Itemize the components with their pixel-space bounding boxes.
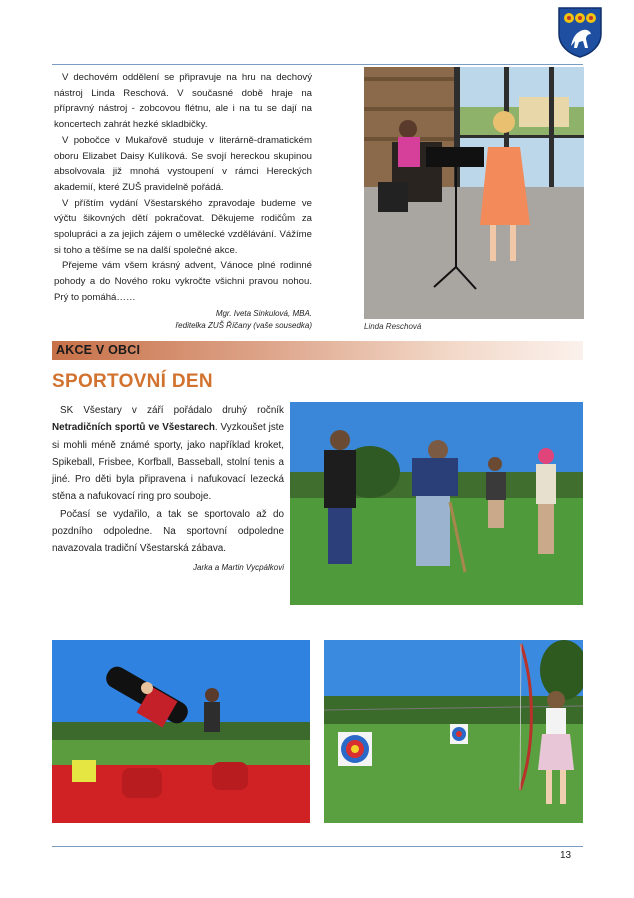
article-title: SPORTOVNÍ DEN bbox=[52, 371, 213, 392]
signature-name: Mgr. Iveta Sinkulová, MBA. bbox=[215, 308, 312, 318]
event-name: Netradičních sportů ve Všestarech bbox=[52, 422, 215, 434]
photo-inflatable-ring bbox=[52, 640, 310, 823]
paragraph: Přejeme vám všem krásný advent, Vánoce plné rodinné pohody a do Nového roku vykročte všichni pravou nohou. Prý to pomáhá…… bbox=[54, 260, 312, 303]
footer-rule bbox=[52, 846, 583, 847]
municipal-crest-logo bbox=[557, 6, 603, 58]
photo-flute-performance bbox=[364, 67, 584, 319]
header-rule bbox=[52, 64, 583, 65]
section-header-bar bbox=[52, 341, 583, 360]
photo-archery bbox=[324, 640, 583, 823]
signature: Jarka a Martin Vycpálkovi bbox=[193, 562, 284, 572]
paragraph: SK Všestary v září pořádalo druhý ročník Netradičních sportů ve Všestarech. Vyzkoušet jste si mohli méně známé sporty, jako například kroket, Spikeball, Frisbee, Korfball, Basseball, stolní tenis a jiné. Pro děti byla připravena i nafukovací lezecká stěna a nafukovací ring pro souboje. bbox=[52, 405, 284, 503]
zus-article-text bbox=[54, 70, 312, 332]
signature-block bbox=[54, 308, 312, 332]
paragraph: V dechovém oddělení se připravuje na hru na dechový nástroj Linda Reschová. V současné době hraje na přípravný nástroj - zobcovou flétnu, ale i na tu se dají na koncertech zahrát hezké skladbičky. bbox=[54, 72, 312, 131]
photo-caption: Linda Reschová bbox=[364, 322, 422, 331]
signature-role: ředitelka ZUŠ Říčany (vaše sousedka) bbox=[175, 320, 312, 330]
page-number: 13 bbox=[560, 850, 572, 861]
paragraph: V příštím vydání Všestarského zpravodaje budeme ve výčtu šikovných dětí pokračovat. Děkujeme rodičům za spolupráci a za jejich zájem o umělecké vzdělávání. Vážíme si toho a těšíme se na další společné akce. bbox=[54, 197, 312, 256]
section-title: AKCE V OBCI bbox=[56, 343, 141, 357]
sport-article-text bbox=[52, 402, 284, 575]
paragraph: V pobočce v Mukařově studuje v literárně-dramatickém oboru Elizabet Daisy Kulíková. Se svojí hereckou skupinou absolvovala již mnohá vystoupení v rámci Hereckých akademií, které ZUŠ pravidelně pořádá. bbox=[54, 134, 312, 193]
photo-croquet-game bbox=[290, 402, 583, 605]
paragraph: Počasí se vydařilo, a tak se sportovalo až do pozdního odpoledne. Na sportovní odpoledne navazovala tradiční Všestarská zábava. bbox=[52, 508, 284, 555]
